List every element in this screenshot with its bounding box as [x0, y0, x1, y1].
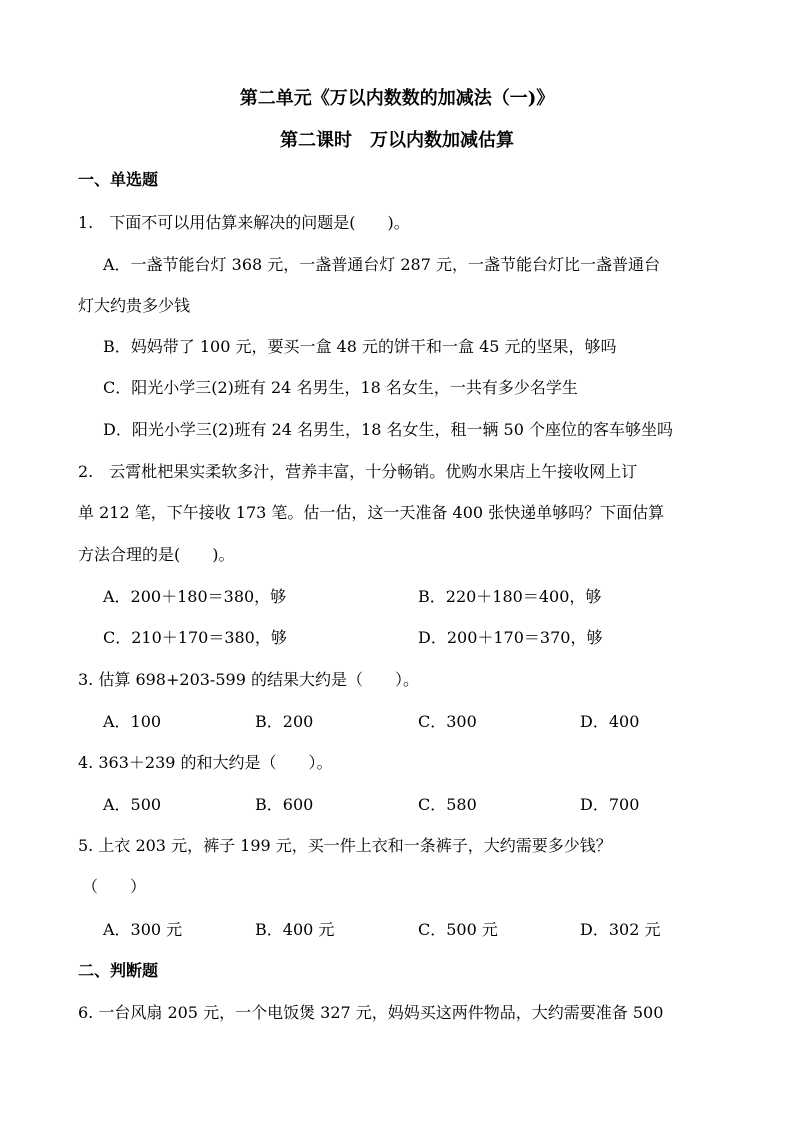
question-2-option-a: A．200＋180＝380，够: [103, 587, 287, 606]
question-4-option-a: A．500: [103, 795, 162, 814]
question-5-stem: 5. 上衣 203 元，裤子 199 元，买一件上衣和一条裤子，大约需要多少钱？: [78, 836, 612, 855]
question-3-option-b: B．200: [255, 712, 314, 731]
question-5-option-b: B．400 元: [255, 920, 335, 939]
section-heading-single-choice: 一、单选题: [78, 170, 159, 189]
question-2-line-3: 方法合理的是( )。: [78, 545, 235, 564]
question-3-option-d: D．400: [580, 712, 640, 731]
question-2-line-2: 单 212 笔，下午接收 173 笔。估一估，这一天准备 400 张快递单够吗？下面估算: [78, 503, 665, 522]
question-3-option-a: A．100: [103, 712, 162, 731]
page-subtitle: 第二课时 万以内数加减估算: [280, 130, 514, 151]
section-heading-true-false: 二、判断题: [78, 961, 159, 980]
question-5-option-c: C．500 元: [418, 920, 498, 939]
question-4-stem: 4. 363＋239 的和大约是（ ）。: [78, 753, 333, 772]
question-5-option-a: A．300 元: [103, 920, 183, 939]
question-6-stem: 6. 一台风扇 205 元，一个电饭煲 327 元，妈妈买这两件物品，大约需要准备 500: [78, 1003, 664, 1022]
question-3-stem: 3. 估算 698+203-599 的结果大约是（ ）。: [78, 670, 419, 689]
question-5-answer-blank: （ ）: [82, 877, 147, 896]
question-4-option-b: B．600: [255, 795, 314, 814]
question-1-option-d: D．阳光小学三(2)班有 24 名男生，18 名女生，租一辆 50 个座位的客车够坐吗: [103, 420, 674, 439]
question-1-option-b: B．妈妈带了 100 元，要买一盒 48 元的饼干和一盒 45 元的坚果，够吗: [103, 337, 617, 356]
question-3-option-c: C．300: [418, 712, 477, 731]
question-2-option-b: B．220＋180＝400，够: [418, 587, 602, 606]
question-2-option-d: D．200＋170＝370，够: [418, 628, 603, 647]
question-1-option-a-cont: 灯大约贵多少钱: [78, 296, 191, 315]
question-1-option-c: C．阳光小学三(2)班有 24 名男生，18 名女生，一共有多少名学生: [103, 378, 578, 397]
question-1-stem: 1. 下面不可以用估算来解决的问题是( )。: [78, 213, 410, 232]
question-4-option-d: D．700: [580, 795, 640, 814]
question-1-option-a: A．一盏节能台灯 368 元，一盏普通台灯 287 元，一盏节能台灯比一盏普通台: [103, 255, 660, 274]
page-title: 第二单元《万以内数数的加减法（一)》: [239, 88, 555, 109]
question-4-option-c: C．580: [418, 795, 477, 814]
question-5-option-d: D．302 元: [580, 920, 661, 939]
question-2-line-1: 2. 云霄枇杷果实柔软多汁，营养丰富，十分畅销。优购水果店上午接收网上订: [78, 462, 638, 481]
question-2-option-c: C．210＋170＝380，够: [103, 628, 287, 647]
